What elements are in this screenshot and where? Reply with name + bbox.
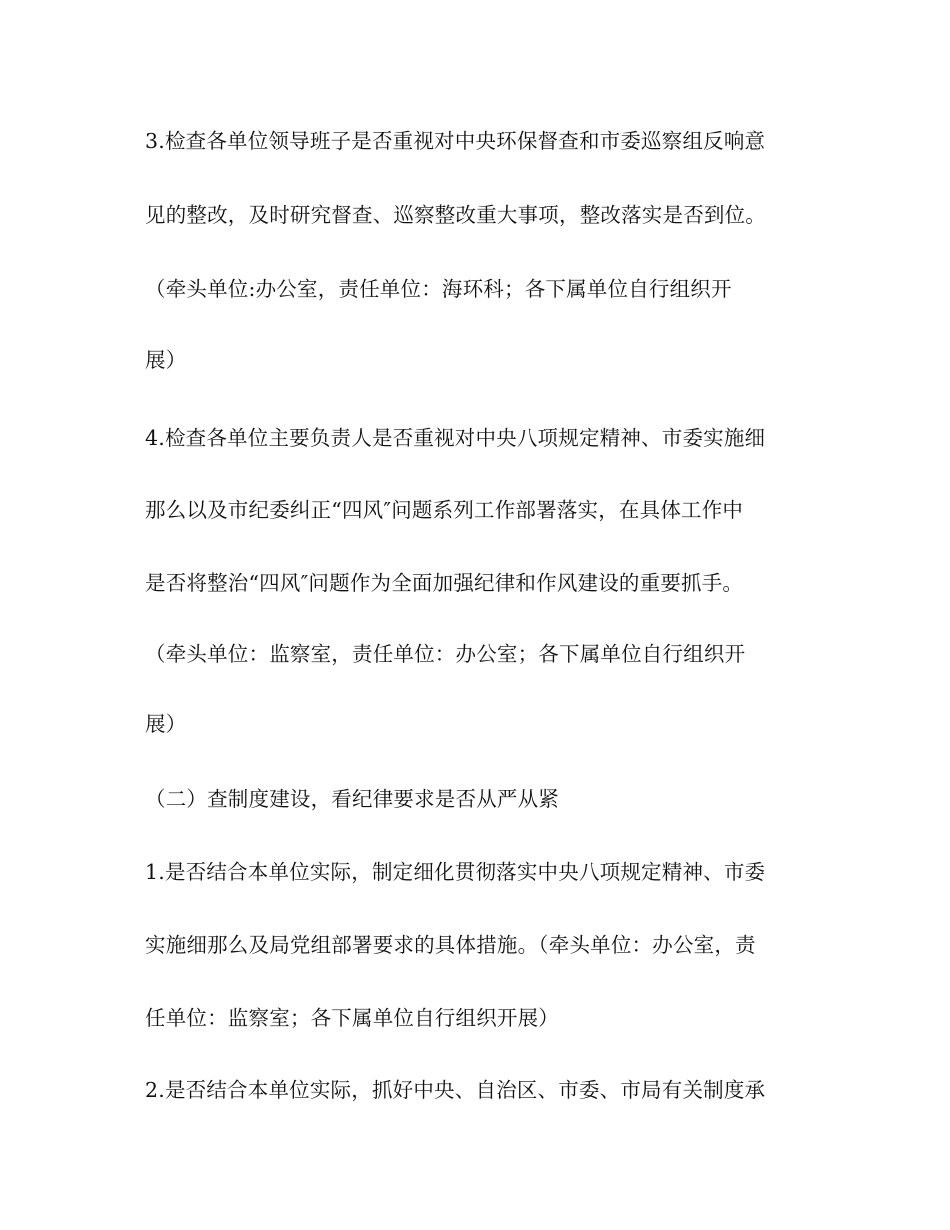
text-line: 见的整改，及时研究督查、巡察整改重大事项，整改落实是否到位。 <box>145 203 766 227</box>
text-line: 展） <box>145 712 187 736</box>
text-line: 任单位：监察室；各下属单位自行组织开展） <box>145 1006 559 1030</box>
text-line: 实施细那么及局党组部署要求的具体措施。（牵头单位：办公室，责 <box>145 933 756 957</box>
text-line: 3.检查各单位领导班子是否重视对中央环保督查和市委巡察组反响意 <box>145 129 766 153</box>
text-line: 那么以及市纪委纠正“四风″问题系列工作部署落实，在具体工作中 <box>145 498 744 522</box>
text-line: 4.检查各单位主要负责人是否重视对中央八项规定精神、市委实施细 <box>145 426 766 450</box>
text-line: （牵头单位:办公室，责任单位：海环科；各下属单位自行组织开 <box>145 277 732 301</box>
text-line: （牵头单位：监察室，责任单位：办公室；各下属单位自行组织开 <box>145 642 746 666</box>
text-line: 1.是否结合本单位实际，制定细化贯彻落实中央八项规定精神、市委 <box>145 860 766 884</box>
text-line: 展） <box>145 348 187 372</box>
section-heading: （二）查制度建设，看纪律要求是否从严从紧 <box>145 787 559 811</box>
text-line: 2.是否结合本单位实际，抓好中央、自治区、市委、市局有关制度承 <box>145 1078 766 1102</box>
text-line: 是否将整治“四风″问题作为全面加强纪律和作风建设的重要抓手。 <box>145 571 744 595</box>
